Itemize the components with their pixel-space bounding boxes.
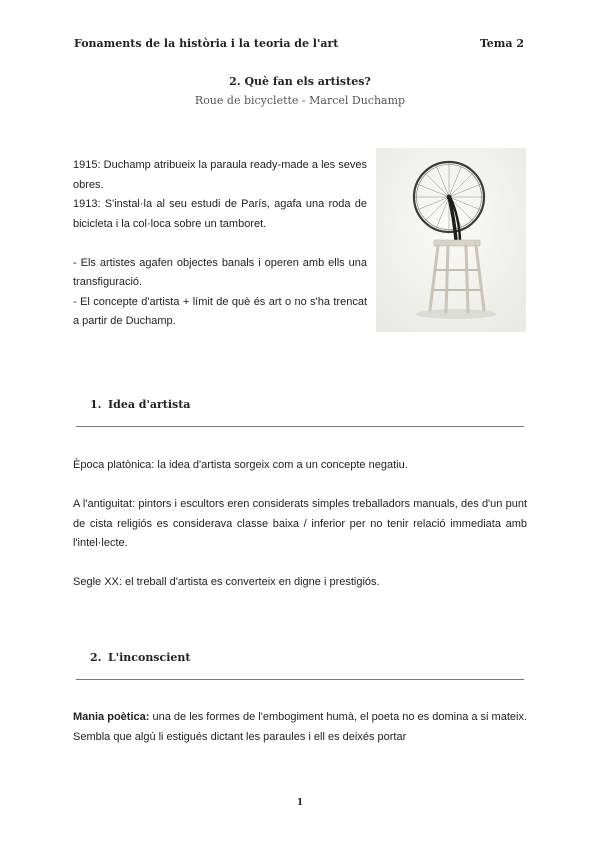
intro-line-concept: - El concepte d'artista + límit de què és art o no s'ha trencat a partir de Duchamp.	[73, 295, 367, 327]
section-1-divider	[76, 426, 524, 427]
section-1-paragraph-antiquity: A l'antiguitat: pintors i escultors eren considerats simples treballadors manuals, des d'un punt de cista religiós es considerava classe baixa / inferior per no tenir relació immediata amb l'intel·lecte.	[73, 498, 527, 549]
page-title: 2. Què fan els artistes?	[229, 75, 371, 88]
intro-text	[73, 156, 367, 332]
section-1-title: Idea d'artista	[108, 398, 191, 411]
section-1-paragraph-plato: Època platònica: la idea d'artista sorgeix com a un concepte negatiu.	[73, 459, 408, 471]
intro-line-1913: 1913: S'instal·la al seu estudi de París, agafa una roda de bicicleta i la col·loca sobre un tamboret.	[73, 198, 367, 230]
mania-poetica-term: Mania poètica:	[73, 711, 150, 723]
section-2-number: 2.	[90, 651, 102, 664]
section-2-paragraph	[73, 708, 527, 747]
section-1-paragraph-20th-century: Segle XX: el treball d'artista es converteix en digne i prestigiós.	[73, 576, 380, 588]
section-1-heading	[90, 398, 190, 411]
intro-line-objects: - Els artistes agafen objectes banals i operen amb ells una transfiguració.	[73, 256, 367, 288]
header-topic: Tema 2	[479, 37, 524, 50]
header-course: Fonaments de la història i la teoria de l'art	[74, 37, 339, 50]
intro-line-1915: 1915: Duchamp atribueix la paraula ready-made a les seves obres.	[73, 159, 367, 191]
page-number: 1	[296, 798, 304, 808]
section-1-number: 1.	[90, 398, 102, 411]
section-2-divider	[76, 679, 524, 680]
bicycle-wheel-illustration	[376, 148, 526, 332]
section-2-title: L'inconscient	[108, 651, 191, 664]
section-2-heading	[90, 651, 190, 664]
page-subtitle: Roue de bicyclette - Marcel Duchamp	[194, 94, 406, 107]
mania-poetica-definition: una de les formes de l'embogiment humà, el poeta no es domina a si mateix. Sembla que algú li estigués dictant les paraules i ell es deixés portar	[73, 711, 528, 743]
bicycle-wheel-image	[376, 148, 526, 332]
